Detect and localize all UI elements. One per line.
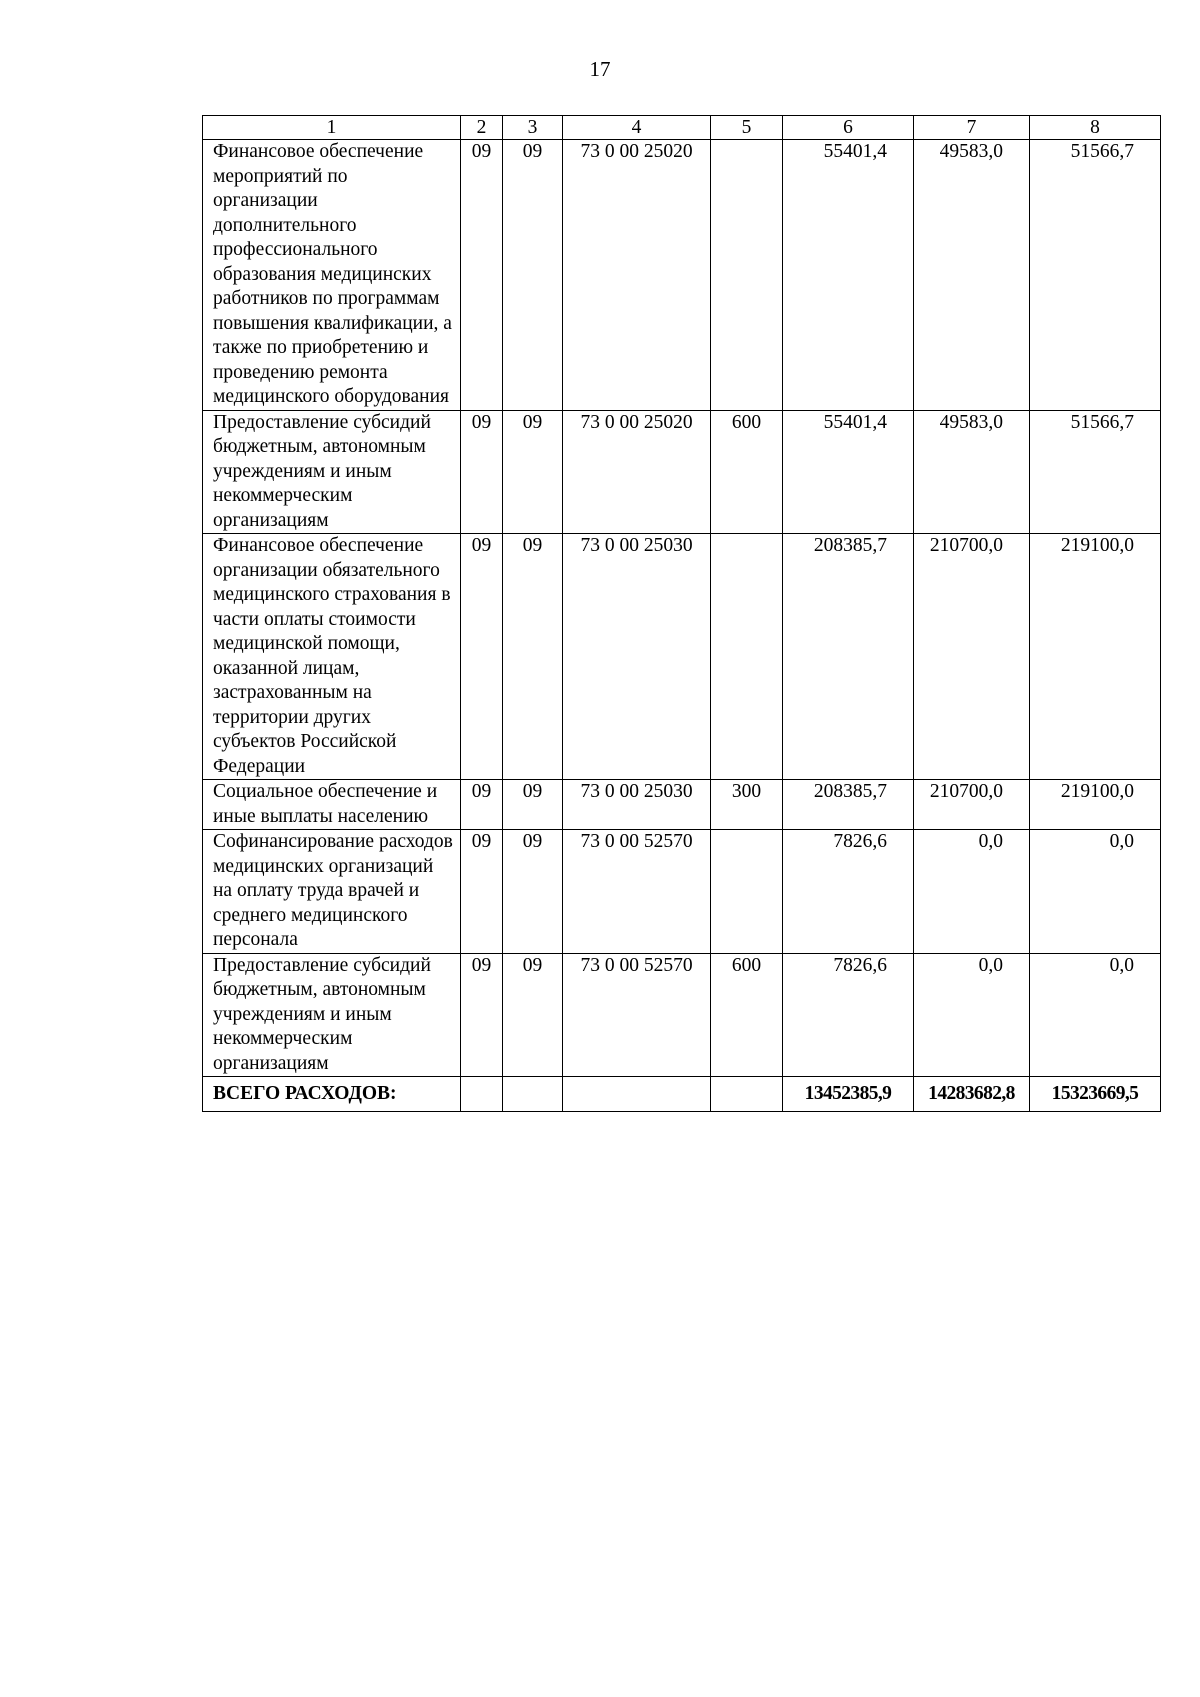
target-article-code: 73 0 00 52570 bbox=[563, 830, 711, 954]
column-header: 6 bbox=[783, 116, 914, 140]
expense-name: Социальное обеспечение и иные выплаты населению bbox=[203, 780, 461, 830]
table-row bbox=[203, 830, 1161, 954]
expense-type-code bbox=[711, 140, 783, 411]
amount-col-8: 51566,7 bbox=[1030, 140, 1161, 411]
amount-col-6: 55401,4 bbox=[783, 410, 914, 534]
amount-col-8: 0,0 bbox=[1030, 953, 1161, 1077]
empty-cell bbox=[461, 1077, 503, 1112]
target-article-code: 73 0 00 25030 bbox=[563, 534, 711, 780]
column-header: 3 bbox=[503, 116, 563, 140]
amount-col-7: 210700,0 bbox=[914, 780, 1030, 830]
table-row bbox=[203, 780, 1161, 830]
empty-cell bbox=[563, 1077, 711, 1112]
total-col-8: 15323669,5 bbox=[1030, 1077, 1161, 1112]
total-label: ВСЕГО РАСХОДОВ: bbox=[203, 1077, 461, 1112]
amount-col-7: 49583,0 bbox=[914, 140, 1030, 411]
amount-col-7: 210700,0 bbox=[914, 534, 1030, 780]
section-code: 09 bbox=[461, 953, 503, 1077]
column-header: 8 bbox=[1030, 116, 1161, 140]
amount-col-8: 219100,0 bbox=[1030, 780, 1161, 830]
target-article-code: 73 0 00 52570 bbox=[563, 953, 711, 1077]
table-row bbox=[203, 140, 1161, 411]
amount-col-6: 208385,7 bbox=[783, 780, 914, 830]
table-header-row bbox=[203, 116, 1161, 140]
column-header: 4 bbox=[563, 116, 711, 140]
amount-col-7: 0,0 bbox=[914, 830, 1030, 954]
amount-col-6: 7826,6 bbox=[783, 830, 914, 954]
column-header: 5 bbox=[711, 116, 783, 140]
section-code: 09 bbox=[461, 780, 503, 830]
amount-col-6: 208385,7 bbox=[783, 534, 914, 780]
target-article-code: 73 0 00 25020 bbox=[563, 410, 711, 534]
expense-name: Финансовое обеспечение мероприятий по организации дополнительного профессионального образования медицинских работников по программам повышения квалификации, а также по приобретению и проведению ремонта медицинского оборудования bbox=[203, 140, 461, 411]
amount-col-8: 51566,7 bbox=[1030, 410, 1161, 534]
subsection-code: 09 bbox=[503, 780, 563, 830]
column-header: 2 bbox=[461, 116, 503, 140]
subsection-code: 09 bbox=[503, 140, 563, 411]
subsection-code: 09 bbox=[503, 953, 563, 1077]
amount-col-7: 0,0 bbox=[914, 953, 1030, 1077]
target-article-code: 73 0 00 25020 bbox=[563, 140, 711, 411]
amount-col-7: 49583,0 bbox=[914, 410, 1030, 534]
total-col-7: 14283682,8 bbox=[914, 1077, 1030, 1112]
amount-col-6: 55401,4 bbox=[783, 140, 914, 411]
amount-col-8: 0,0 bbox=[1030, 830, 1161, 954]
expense-name: Софинансирование расходов медицинских организаций на оплату труда врачей и среднего медицинского персонала bbox=[203, 830, 461, 954]
budget-table bbox=[202, 115, 1161, 1112]
page-number: 17 bbox=[589, 57, 611, 81]
subsection-code: 09 bbox=[503, 534, 563, 780]
section-code: 09 bbox=[461, 534, 503, 780]
column-header: 1 bbox=[203, 116, 461, 140]
expense-type-code bbox=[711, 534, 783, 780]
expense-name: Предоставление субсидий бюджетным, автономным учреждениям и иным некоммерческим организациям bbox=[203, 410, 461, 534]
empty-cell bbox=[711, 1077, 783, 1112]
table-row bbox=[203, 534, 1161, 780]
section-code: 09 bbox=[461, 140, 503, 411]
expense-type-code bbox=[711, 830, 783, 954]
expense-name: Предоставление субсидий бюджетным, автономным учреждениям и иным некоммерческим организациям bbox=[203, 953, 461, 1077]
column-header: 7 bbox=[914, 116, 1030, 140]
total-row bbox=[203, 1077, 1161, 1112]
section-code: 09 bbox=[461, 830, 503, 954]
subsection-code: 09 bbox=[503, 830, 563, 954]
amount-col-6: 7826,6 bbox=[783, 953, 914, 1077]
target-article-code: 73 0 00 25030 bbox=[563, 780, 711, 830]
subsection-code: 09 bbox=[503, 410, 563, 534]
empty-cell bbox=[503, 1077, 563, 1112]
expense-name: Финансовое обеспечение организации обязательного медицинского страхования в части оплаты стоимости медицинской помощи, оказанной лицам, застрахованным на территории других субъектов Российской Федерации bbox=[203, 534, 461, 780]
expense-type-code: 300 bbox=[711, 780, 783, 830]
table-row bbox=[203, 953, 1161, 1077]
total-col-6: 13452385,9 bbox=[783, 1077, 914, 1112]
amount-col-8: 219100,0 bbox=[1030, 534, 1161, 780]
expense-type-code: 600 bbox=[711, 953, 783, 1077]
section-code: 09 bbox=[461, 410, 503, 534]
table-row bbox=[203, 410, 1161, 534]
expense-type-code: 600 bbox=[711, 410, 783, 534]
